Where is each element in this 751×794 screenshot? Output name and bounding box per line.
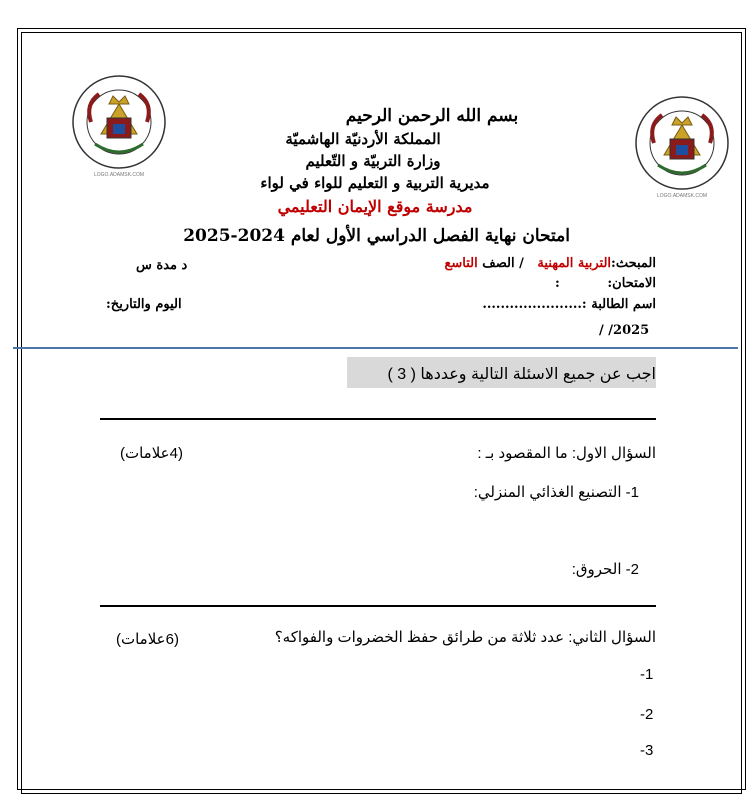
section-divider	[100, 605, 656, 607]
seal-logo-text: LOGO.ADAMSK.COM	[656, 193, 707, 199]
basmala: بسم الله الرحمن الرحيم	[345, 106, 519, 126]
kingdom-title: المملكة الأردنيّة الهاشميّة	[285, 130, 441, 148]
instruction-text: اجب عن جميع الاسئلة التالية وعددها ( 3 )	[387, 366, 656, 383]
question-1-marks: (4علامات)	[120, 445, 183, 462]
question-2-text: السؤال الثاني: عدد ثلاثة من طرائق حفظ الخضروات والفواكه؟	[274, 629, 656, 646]
grade-label: الصف	[482, 256, 515, 271]
exam-colon: :	[555, 276, 560, 291]
crown-emblem-icon	[71, 74, 167, 170]
section-divider	[100, 418, 656, 420]
ministry-seal-left	[71, 74, 167, 178]
question-2-item-1: -1	[640, 666, 654, 683]
question-2-marks: (6علامات)	[116, 631, 179, 648]
duration: د مدة س	[136, 258, 188, 273]
date-label: اليوم والتاريخ:	[106, 297, 182, 312]
question-1-item-1: 1- التصنيع الغذائي المنزلي:	[473, 484, 639, 501]
grade-value: التاسع	[444, 256, 478, 271]
header-divider	[13, 347, 738, 349]
ministry-title: وزارة التربيّة و التّعليم	[305, 152, 441, 170]
ministry-seal-right	[634, 95, 730, 199]
separator: /	[519, 256, 524, 271]
student-name-label: اسم الطالبة :......................	[482, 297, 656, 312]
crown-emblem-icon	[634, 95, 730, 191]
exam-label: الامتحان:	[607, 276, 656, 291]
question-1-text: السؤال الاول: ما المقصود بـ :	[477, 445, 656, 462]
question-1-item-2: 2- الحروق:	[571, 561, 639, 578]
question-2-item-3: -3	[640, 742, 654, 759]
subject-value: التربية المهنية	[537, 256, 612, 271]
seal-logo-text: LOGO.ADAMSK.COM	[93, 172, 144, 178]
school-name: مدرسة موقع الإيمان التعليمي	[277, 197, 473, 216]
subject-row	[444, 256, 656, 271]
exam-title: امتحان نهاية الفصل الدراسي الأول لعام 2024-2025	[183, 226, 570, 246]
question-2-item-2: -2	[640, 706, 654, 723]
subject-label: المبحث:	[611, 256, 656, 271]
date-value: / /2025	[599, 323, 650, 338]
directorate-title: مديرية التربية و التعليم للواء في لواء	[260, 174, 490, 192]
